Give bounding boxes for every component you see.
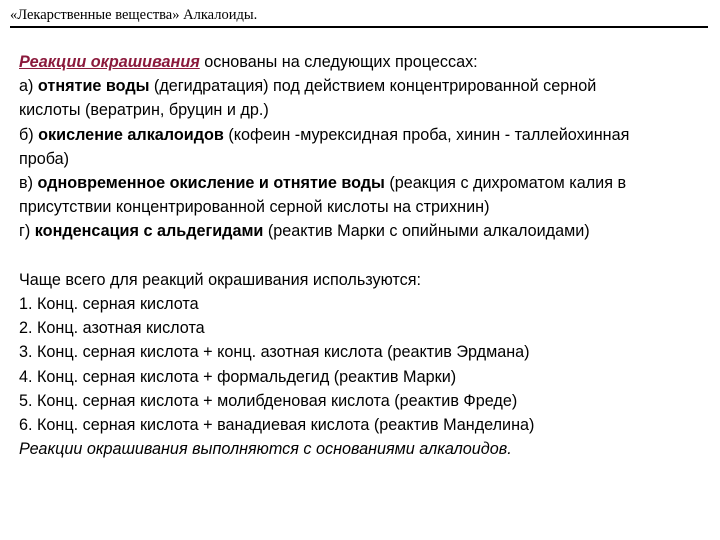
reagent-item: 2. Конц. азотная кислота xyxy=(19,319,205,338)
process-b-cont: проба) xyxy=(19,149,70,168)
slide-header xyxy=(10,7,708,28)
process-prefix: г) xyxy=(19,222,35,241)
process-c xyxy=(19,171,709,195)
process-prefix: в) xyxy=(19,174,38,193)
slide-title: «Лекарственные вещества» Алкалоиды. xyxy=(10,7,258,23)
intro-line xyxy=(19,50,709,74)
slide-body xyxy=(19,50,709,461)
footnote: Реакции окрашивания выполняются с основаниями алкалоидов. xyxy=(19,440,512,459)
process-detail: (реакция с дихроматом калия в xyxy=(384,174,627,193)
process-name: окисление алкалоидов xyxy=(38,125,224,144)
process-c-cont: присутствии концентрированной серной кислоты на стрихнин) xyxy=(19,198,490,217)
process-detail: (кофеин -мурексидная проба, хинин - таллейохинная xyxy=(223,125,630,144)
spacer xyxy=(19,244,709,268)
intro-term: Реакции окрашивания xyxy=(19,53,200,71)
reagent-item: 1. Конц. серная кислота xyxy=(19,295,199,314)
process-prefix: б) xyxy=(19,125,39,144)
process-name: одновременное окисление и отнятие воды xyxy=(37,174,385,193)
process-prefix: а) xyxy=(19,77,38,96)
process-a-cont: кислоты (вератрин, бруцин и др.) xyxy=(19,101,269,120)
process-name: конденсация с альдегидами xyxy=(34,222,264,241)
intro-rest: основаны на следующих процессах: xyxy=(199,53,478,71)
reagent-item: 3. Конц. серная кислота + конц. азотная кислота (реактив Эрдмана) xyxy=(19,343,530,362)
process-name: отнятие воды xyxy=(37,77,150,96)
reagent-item: 6. Конц. серная кислота + ванадиевая кислота (реактив Манделина) xyxy=(19,416,535,435)
reagent-item: 4. Конц. серная кислота + формальдегид (реактив Марки) xyxy=(19,367,457,386)
process-a xyxy=(19,74,709,98)
process-detail: (реактив Марки с опийными алкалоидами) xyxy=(263,222,590,241)
process-d xyxy=(19,219,709,243)
reagent-item: 5. Конц. серная кислота + молибденовая кислота (реактив Фреде) xyxy=(19,391,518,410)
process-detail: (дегидратация) под действием концентрированной серной xyxy=(149,77,597,96)
process-b xyxy=(19,123,709,147)
reagents-heading: Чаще всего для реакций окрашивания используются: xyxy=(19,270,422,289)
